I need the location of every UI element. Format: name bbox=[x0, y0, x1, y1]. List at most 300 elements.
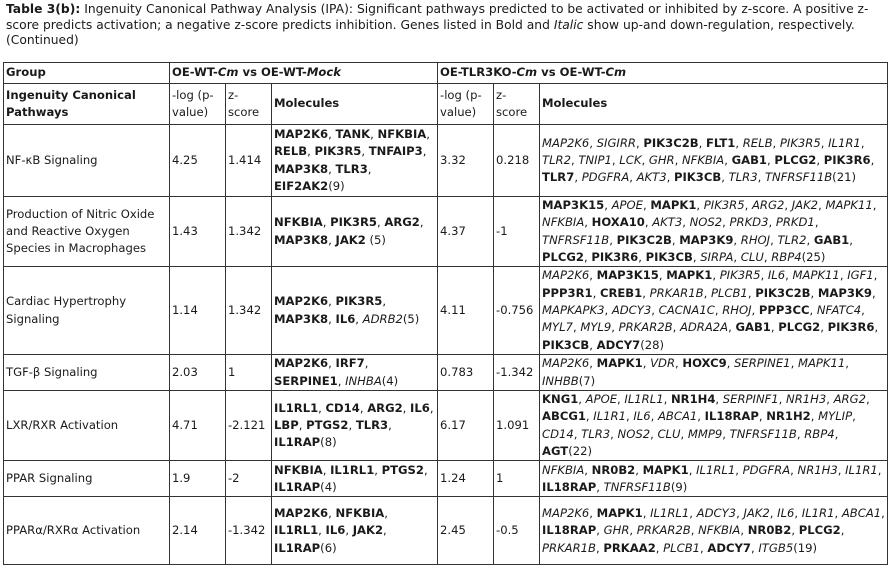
gene-name: MAPK11 bbox=[797, 356, 846, 371]
separator: , bbox=[419, 215, 424, 230]
gene-name: JAK2 bbox=[743, 505, 770, 520]
gene-name: EIF2AK2 bbox=[274, 178, 329, 193]
separator: (9) bbox=[670, 479, 688, 494]
gene-name: PRKD1 bbox=[775, 215, 815, 230]
separator: , bbox=[760, 268, 768, 283]
separator: , bbox=[865, 392, 870, 407]
gene-name: HOXA10 bbox=[591, 215, 645, 230]
caption-label: Table 3(b): bbox=[6, 2, 81, 16]
logp2-cell: 0.783 bbox=[438, 355, 494, 391]
table-caption bbox=[6, 2, 886, 49]
gene-name: PPP3R1 bbox=[542, 285, 593, 300]
gene-name: AKT3 bbox=[652, 215, 683, 230]
separator: , bbox=[617, 392, 625, 407]
gene-name: SIRPA bbox=[700, 249, 734, 264]
gene-name: PLCG2 bbox=[542, 249, 584, 264]
gene-name: JAK2 bbox=[335, 232, 366, 247]
gene-name: MAPK1 bbox=[666, 268, 713, 283]
separator: , bbox=[589, 135, 597, 150]
gene-name: ARG2 bbox=[833, 392, 866, 407]
gene-name: ABCG1 bbox=[542, 409, 586, 424]
gene-name: PIK3R5 bbox=[719, 268, 761, 283]
separator: (8) bbox=[320, 435, 337, 450]
gene-name: KNG1 bbox=[542, 392, 579, 407]
caption-italic-word: Italic bbox=[553, 17, 584, 32]
molecules2-cell bbox=[540, 197, 888, 267]
gene-name: SERPINE1 bbox=[734, 356, 791, 371]
separator: , bbox=[328, 505, 336, 520]
gene-name: NR1H2 bbox=[766, 409, 811, 424]
gene-name: PLCB1 bbox=[710, 285, 748, 300]
gene-name: MMP9 bbox=[687, 426, 723, 441]
gene-name: PRKAR2B bbox=[636, 523, 691, 538]
separator: , bbox=[383, 523, 387, 538]
separator: , bbox=[638, 249, 646, 264]
caption-text-end: show up-and down-regulation, respectively. (Continued) bbox=[6, 17, 855, 48]
gene-name: IL18RAP bbox=[704, 409, 759, 424]
z1-cell: -2.121 bbox=[226, 391, 272, 461]
separator: , bbox=[367, 161, 372, 176]
gene-name: IL6 bbox=[325, 523, 346, 538]
separator: , bbox=[328, 126, 336, 141]
separator: , bbox=[769, 505, 778, 520]
separator: , bbox=[757, 170, 765, 185]
molecules2-cell bbox=[540, 497, 888, 565]
separator: , bbox=[740, 523, 748, 538]
gene-name: PIK3R6 bbox=[827, 320, 875, 335]
gene-name: PIK3R5 bbox=[330, 215, 377, 230]
separator: (5) bbox=[402, 311, 420, 326]
gene-name: RHOJ bbox=[722, 303, 752, 318]
molecules1-cell bbox=[272, 497, 438, 565]
separator: , bbox=[625, 409, 634, 424]
separator: , bbox=[355, 311, 363, 326]
separator: , bbox=[584, 462, 592, 477]
separator: , bbox=[359, 400, 368, 415]
separator: , bbox=[733, 249, 741, 264]
separator: , bbox=[592, 285, 600, 300]
comp1-prefix: OE-WT- bbox=[172, 65, 218, 80]
header-row-group bbox=[4, 63, 888, 84]
gene-name: IL1RAP bbox=[274, 479, 321, 494]
logp2-cell: 3.32 bbox=[438, 125, 494, 197]
molecules1-header: Molecules bbox=[272, 84, 438, 125]
gene-name: IL1R1 bbox=[828, 135, 861, 150]
gene-name: PPP3CC bbox=[758, 303, 810, 318]
gene-name: NFKBIA bbox=[335, 505, 385, 520]
gene-name: PRKAR1B bbox=[649, 285, 704, 300]
separator: , bbox=[871, 285, 876, 300]
separator: , bbox=[874, 320, 879, 335]
gene-name: MAP3K8 bbox=[274, 161, 329, 176]
gene-name: CD14 bbox=[325, 400, 360, 415]
table-row bbox=[4, 125, 888, 197]
separator: , bbox=[609, 232, 617, 247]
separator: , bbox=[849, 232, 853, 247]
gene-name: IL1RL1 bbox=[274, 400, 319, 415]
separator: , bbox=[572, 320, 581, 335]
gene-name: IL1RAP bbox=[274, 540, 321, 555]
molecules1-cell bbox=[272, 391, 438, 461]
z2-cell: -0.5 bbox=[494, 497, 540, 565]
z1-cell: -2 bbox=[226, 461, 272, 497]
pathway-cell: PPAR Signaling bbox=[4, 461, 170, 497]
separator: , bbox=[692, 249, 701, 264]
comp1-mock: Mock bbox=[306, 65, 341, 80]
gene-name: TNFRSF11B bbox=[542, 232, 610, 247]
gene-name: PRKD3 bbox=[729, 215, 769, 230]
gene-name: NFKBIA bbox=[542, 462, 585, 477]
separator: , bbox=[770, 320, 779, 335]
pathway-cell: LXR/RXR Activation bbox=[4, 391, 170, 461]
gene-name: INHBA bbox=[345, 373, 382, 388]
gene-name: PDGFRA bbox=[581, 170, 630, 185]
gene-name: PLCG2 bbox=[774, 152, 817, 167]
separator: , bbox=[629, 170, 637, 185]
caption-text: Ingenuity Canonical Pathway Analysis (IPA): Significant pathways predicted to be activated or inhibited by z-score. A positive z-score predicts activation; a negative z-score predicts inhibition. Genes listed in Bold and bbox=[6, 2, 869, 32]
logp1-cell: 2.03 bbox=[170, 355, 226, 391]
gene-name: NFKBIA bbox=[542, 215, 585, 230]
separator: , bbox=[763, 249, 772, 264]
separator: , bbox=[384, 505, 388, 520]
molecules2-cell bbox=[540, 355, 888, 391]
gene-name: RHOJ bbox=[740, 232, 771, 247]
separator: (5) bbox=[365, 232, 386, 247]
gene-name: MAPK1 bbox=[650, 198, 697, 212]
separator: , bbox=[820, 135, 829, 150]
separator: , bbox=[834, 426, 839, 441]
separator: , bbox=[642, 505, 651, 520]
logp2-cell: 4.37 bbox=[438, 197, 494, 267]
gene-name: GAB1 bbox=[813, 232, 850, 247]
header-row-columns bbox=[4, 84, 888, 125]
gene-name: PDGFRA bbox=[742, 462, 791, 477]
table-row bbox=[4, 497, 888, 565]
separator: , bbox=[318, 523, 326, 538]
separator: , bbox=[674, 152, 682, 167]
separator: , bbox=[733, 232, 741, 247]
separator: , bbox=[671, 232, 680, 247]
separator: , bbox=[361, 144, 369, 159]
separator: , bbox=[328, 161, 336, 176]
gene-name: IL1RAP bbox=[274, 435, 321, 450]
gene-name: ARG2 bbox=[384, 215, 420, 230]
gene-name: IGF1 bbox=[847, 268, 874, 283]
gene-name: MAP3K15 bbox=[542, 198, 605, 212]
gene-name: IL6 bbox=[777, 505, 795, 520]
separator: , bbox=[641, 152, 649, 167]
gene-name: TLR3 bbox=[581, 426, 611, 441]
separator: , bbox=[650, 426, 658, 441]
gene-name: MAP2K6 bbox=[542, 505, 590, 520]
gene-name: RBP4 bbox=[771, 249, 802, 264]
separator: , bbox=[611, 320, 619, 335]
gene-name: MAP2K6 bbox=[542, 135, 590, 150]
separator: , bbox=[715, 392, 723, 407]
gene-name: TLR3 bbox=[728, 170, 758, 185]
separator: , bbox=[655, 540, 664, 555]
separator: , bbox=[374, 462, 382, 477]
separator: , bbox=[700, 540, 708, 555]
molecules1-cell bbox=[272, 125, 438, 197]
separator: , bbox=[688, 462, 697, 477]
gene-name: ABCA1 bbox=[841, 505, 882, 520]
separator: , bbox=[873, 268, 878, 283]
gene-name: CD14 bbox=[542, 426, 574, 441]
separator: , bbox=[698, 135, 706, 150]
comparison-2-header bbox=[438, 63, 888, 84]
separator: , bbox=[770, 232, 778, 247]
pathways-header: Ingenuity Canonical Pathways bbox=[4, 84, 170, 125]
logp2-header: -log (p-value) bbox=[438, 84, 494, 125]
separator: , bbox=[826, 392, 834, 407]
separator: , bbox=[861, 303, 865, 318]
gene-name: ADCY7 bbox=[707, 540, 751, 555]
gene-name: PIK3CB bbox=[542, 337, 590, 352]
separator: , bbox=[422, 144, 427, 159]
separator: , bbox=[596, 479, 604, 494]
separator: , bbox=[589, 337, 597, 352]
gene-name: PLCB1 bbox=[663, 540, 701, 555]
separator: , bbox=[644, 215, 653, 230]
gene-name: MAPK11 bbox=[792, 268, 840, 283]
separator: , bbox=[672, 320, 680, 335]
separator: , bbox=[772, 135, 780, 150]
separator: , bbox=[571, 152, 579, 167]
separator: , bbox=[642, 198, 651, 212]
table-row bbox=[4, 461, 888, 497]
separator: , bbox=[574, 170, 582, 185]
separator: , bbox=[690, 523, 699, 538]
gene-name: LCK bbox=[619, 152, 642, 167]
separator: , bbox=[747, 285, 756, 300]
gene-name: RELB bbox=[742, 135, 773, 150]
separator: , bbox=[610, 426, 618, 441]
separator: , bbox=[573, 426, 582, 441]
logp1-cell: 1.9 bbox=[170, 461, 226, 497]
separator: , bbox=[712, 268, 720, 283]
logp2-cell: 1.24 bbox=[438, 461, 494, 497]
gene-name: APOE bbox=[585, 392, 618, 407]
gene-name: FLT1 bbox=[706, 135, 736, 150]
separator: , bbox=[382, 294, 387, 309]
separator: , bbox=[642, 285, 650, 300]
separator: , bbox=[322, 462, 331, 477]
gene-name: INHBB bbox=[542, 373, 579, 388]
gene-name: TANK bbox=[335, 126, 371, 141]
separator: , bbox=[423, 462, 428, 477]
gene-name: MAP3K8 bbox=[274, 232, 329, 247]
separator: , bbox=[785, 268, 793, 283]
gene-name: ITGB5 bbox=[758, 540, 794, 555]
separator: , bbox=[714, 303, 723, 318]
separator: (4) bbox=[320, 479, 337, 494]
separator: , bbox=[877, 462, 882, 477]
gene-name: NOS2 bbox=[689, 215, 723, 230]
z1-header: z-score bbox=[226, 84, 272, 125]
z2-cell: -1 bbox=[494, 197, 540, 267]
separator: , bbox=[810, 285, 818, 300]
gene-name: MAPK1 bbox=[596, 356, 643, 371]
comp1-cm: Cm bbox=[217, 65, 239, 80]
gene-name: PIK3R5 bbox=[703, 198, 745, 212]
comparison-1-header bbox=[170, 63, 438, 84]
separator: , bbox=[589, 356, 597, 371]
separator: , bbox=[791, 523, 799, 538]
separator: , bbox=[767, 152, 775, 167]
gene-name: HOXC9 bbox=[682, 356, 727, 371]
gene-name: ADRA2A bbox=[679, 320, 729, 335]
logp1-cell: 2.14 bbox=[170, 497, 226, 565]
gene-name: PIK3R6 bbox=[591, 249, 639, 264]
separator: (6) bbox=[320, 540, 337, 555]
gene-name: IL1RL1 bbox=[274, 523, 319, 538]
gene-name: MAP2K6 bbox=[542, 268, 590, 283]
z2-cell: 1 bbox=[494, 461, 540, 497]
gene-name: PIK3R5 bbox=[314, 144, 362, 159]
separator: , bbox=[736, 505, 744, 520]
gene-name: TLR2 bbox=[542, 152, 571, 167]
gene-name: IL1RL1 bbox=[330, 462, 375, 477]
gene-name: IRF7 bbox=[335, 356, 365, 371]
gene-name: PRKAR1B bbox=[542, 540, 596, 555]
separator: , bbox=[810, 409, 819, 424]
separator: , bbox=[784, 198, 792, 212]
separator: , bbox=[388, 418, 392, 433]
gene-name: MAPK1 bbox=[596, 505, 643, 520]
gene-name: PIK3CB bbox=[674, 170, 722, 185]
separator: , bbox=[744, 198, 752, 212]
gene-name: NFKBIA bbox=[274, 215, 323, 230]
separator: , bbox=[402, 400, 411, 415]
separator: , bbox=[635, 462, 643, 477]
logp1-header: -log (p-value) bbox=[170, 84, 226, 125]
separator: , bbox=[696, 198, 704, 212]
gene-name: CREB1 bbox=[599, 285, 643, 300]
logp2-cell: 6.17 bbox=[438, 391, 494, 461]
gene-name: NR0B2 bbox=[747, 523, 792, 538]
separator: , bbox=[345, 523, 353, 538]
separator: , bbox=[328, 294, 336, 309]
gene-name: JAK2 bbox=[791, 198, 819, 212]
separator: , bbox=[735, 462, 743, 477]
gene-name: MYL7 bbox=[542, 320, 573, 335]
gene-name: ADRB2 bbox=[362, 311, 403, 326]
gene-name: SERPINE1 bbox=[274, 373, 338, 388]
separator: , bbox=[328, 356, 336, 371]
gene-name: AKT3 bbox=[636, 170, 667, 185]
separator: , bbox=[604, 303, 612, 318]
comp2-prefix: OE-TLR3KO- bbox=[440, 65, 517, 80]
separator: , bbox=[839, 268, 848, 283]
separator: , bbox=[790, 356, 798, 371]
gene-name: MAP2K6 bbox=[274, 294, 329, 309]
separator: (7) bbox=[578, 373, 596, 388]
logp1-cell: 1.43 bbox=[170, 197, 226, 267]
gene-name: CACNA1C bbox=[658, 303, 715, 318]
gene-name: IL1RL1 bbox=[650, 505, 690, 520]
separator: , bbox=[728, 320, 736, 335]
gene-name: NOS2 bbox=[617, 426, 651, 441]
separator: , bbox=[722, 215, 730, 230]
separator: , bbox=[635, 135, 644, 150]
separator: , bbox=[794, 505, 802, 520]
gene-name: GHR bbox=[648, 152, 675, 167]
molecules1-cell bbox=[272, 267, 438, 355]
gene-name: MAP2K6 bbox=[274, 505, 329, 520]
gene-name: NFKBIA bbox=[377, 126, 427, 141]
gene-name: ADCY3 bbox=[696, 505, 737, 520]
separator: , bbox=[751, 540, 759, 555]
gene-name: TLR2 bbox=[777, 232, 807, 247]
logp1-cell: 1.14 bbox=[170, 267, 226, 355]
pathway-cell: Production of Nitric Oxide and Reactive Oxygen Species in Macrophages bbox=[4, 197, 170, 267]
table-row bbox=[4, 267, 888, 355]
gene-name: TLR3 bbox=[355, 418, 389, 433]
gene-name: PIK3C2B bbox=[616, 232, 672, 247]
separator: , bbox=[651, 303, 659, 318]
gene-name: PRKAR2B bbox=[618, 320, 673, 335]
gene-name: IL1RL1 bbox=[696, 462, 736, 477]
gene-name: ADCY3 bbox=[611, 303, 652, 318]
gene-name: MAP2K6 bbox=[274, 126, 329, 141]
gene-name: IL1R1 bbox=[845, 462, 878, 477]
separator: , bbox=[376, 215, 385, 230]
separator: , bbox=[337, 373, 346, 388]
separator: , bbox=[682, 215, 690, 230]
separator: , bbox=[426, 126, 430, 141]
z1-cell: 1.342 bbox=[226, 267, 272, 355]
separator: , bbox=[809, 303, 817, 318]
gene-name: GAB1 bbox=[731, 152, 768, 167]
gene-name: ADCY7 bbox=[596, 337, 641, 352]
separator: , bbox=[650, 409, 658, 424]
separator: , bbox=[298, 418, 307, 433]
separator: , bbox=[584, 249, 592, 264]
gene-name: TNIP1 bbox=[578, 152, 612, 167]
gene-name: IL18RAP bbox=[542, 523, 597, 538]
pathway-cell: Cardiac Hypertrophy Signaling bbox=[4, 267, 170, 355]
separator: (28) bbox=[640, 337, 664, 352]
separator: , bbox=[697, 409, 705, 424]
gene-name: TNFRSF11B bbox=[729, 426, 797, 441]
gene-name: CLU bbox=[740, 249, 764, 264]
separator: , bbox=[596, 523, 604, 538]
gene-name: NFATC4 bbox=[816, 303, 862, 318]
separator: , bbox=[689, 505, 697, 520]
group-header: Group bbox=[4, 63, 170, 84]
molecules2-cell bbox=[540, 125, 888, 197]
gene-name: IL1R1 bbox=[593, 409, 626, 424]
molecules2-cell bbox=[540, 267, 888, 355]
separator: , bbox=[872, 198, 877, 212]
gene-name: NFKBIA bbox=[681, 152, 725, 167]
separator: , bbox=[318, 400, 326, 415]
gene-name: PLCG2 bbox=[778, 320, 821, 335]
separator: , bbox=[584, 215, 592, 230]
separator: , bbox=[585, 409, 594, 424]
separator: , bbox=[735, 135, 743, 150]
z2-header: z-score bbox=[494, 84, 540, 125]
gene-name: ABCA1 bbox=[658, 409, 698, 424]
gene-name: MAPK11 bbox=[825, 198, 873, 212]
separator: , bbox=[307, 144, 315, 159]
table-row bbox=[4, 197, 888, 267]
logp1-cell: 4.25 bbox=[170, 125, 226, 197]
gene-name: PIK3R6 bbox=[823, 152, 871, 167]
molecules1-cell bbox=[272, 197, 438, 267]
table-row bbox=[4, 391, 888, 461]
